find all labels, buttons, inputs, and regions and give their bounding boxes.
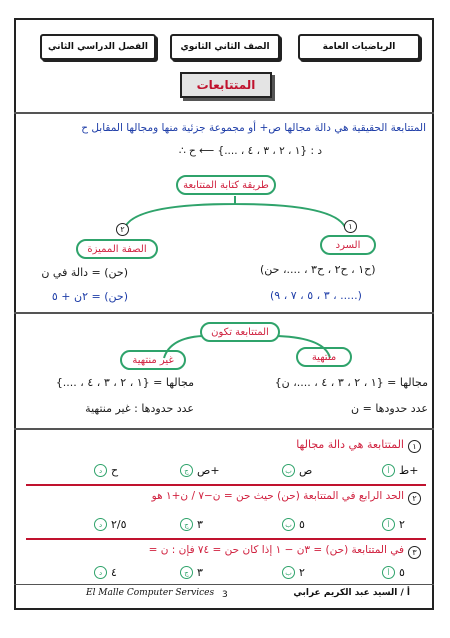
option-value: ٥ <box>299 518 305 531</box>
q3-option-b[interactable] <box>282 566 305 579</box>
question-number-2: ٢ <box>408 492 421 505</box>
finite-domain: مجالها = {١ ، ٢ ، ٣ ، ٤ ، ....، ن} <box>274 376 428 389</box>
option-letter: ب <box>282 464 295 477</box>
q2-option-d[interactable] <box>94 518 127 531</box>
rule-example: (حن) = ٢ن + ٥ <box>51 290 128 303</box>
ways-connector <box>110 192 360 232</box>
definition-line-1 <box>81 122 426 134</box>
finite-label: منتهية <box>296 347 352 367</box>
option-value: ص <box>299 464 313 477</box>
rule-method-label: الصفة المميزة <box>76 239 158 259</box>
option-letter: أ <box>382 566 395 579</box>
q3-option-d[interactable] <box>94 566 117 579</box>
grade-label: الصف الثاني الثانوي <box>180 42 270 52</box>
q1-option-a[interactable] <box>382 464 418 477</box>
option-value: ٢ <box>399 518 405 531</box>
subject-label: الرياضيات العامة <box>322 42 396 52</box>
q2-option-b[interactable] <box>282 518 305 531</box>
page-number: 3 <box>222 590 228 600</box>
option-letter: ج <box>180 518 193 531</box>
finite-terms: عدد حدودها = ن <box>351 402 428 415</box>
option-letter: د <box>94 566 107 579</box>
option-value: ٣ <box>197 566 203 579</box>
semester-label: الفصل الدراسي الثاني <box>48 42 148 52</box>
infinite-label: غير منتهية <box>120 350 186 370</box>
way-number-1: ١ <box>344 220 357 233</box>
option-letter: د <box>94 464 107 477</box>
option-value: ح <box>111 464 119 477</box>
question-number-3: ٣ <box>408 546 421 559</box>
question-divider <box>26 484 426 486</box>
divider <box>14 112 434 114</box>
semester-box <box>40 34 156 60</box>
option-letter: ب <box>282 518 295 531</box>
option-letter: ب <box>282 566 295 579</box>
definition-line-2: ∴ د : {١ ، ٢ ، ٣ ، ٤ ، ....} ⟵ ح <box>178 145 322 157</box>
q1-option-c[interactable] <box>180 464 220 477</box>
way-number-2: ٢ <box>116 223 129 236</box>
q1-option-b[interactable] <box>282 464 312 477</box>
subject-box <box>298 34 420 60</box>
option-value: ط+ <box>399 464 419 477</box>
list-method-label: السرد <box>320 235 376 255</box>
page-frame <box>14 18 434 610</box>
question-text-1: المتتابعة هي دالة مجالها <box>296 438 404 451</box>
infinite-terms: عدد حدودها : غير منتهية <box>85 402 194 415</box>
q2-option-c[interactable] <box>180 518 203 531</box>
q1-option-d[interactable] <box>94 464 118 477</box>
ways-label: طريقة كتابة المتتابعة <box>176 175 276 195</box>
rule-general: (حن) = دالة في ن <box>41 266 128 279</box>
infinite-domain: مجالها = {١ ، ٢ ، ٣ ، ٤ ، ....} <box>55 376 194 389</box>
list-general: (ح١ ، ح٢ ، ح٣ ، ....، حن) <box>260 263 376 276</box>
footer-author: أ / السيد عبد الكريم عرابي <box>293 588 410 598</box>
option-value: ٣ <box>197 518 203 531</box>
divider <box>14 428 434 430</box>
question-text-2: الحد الرابع في المتتابعة (حن) حيث حن = ن−٧ / ن+١ هو <box>151 490 404 502</box>
question-divider <box>26 538 426 540</box>
question-text-3: في المتتابعة (حن) = ٣ن − ١ إذا كان حن = ٧٤ فإن : ن = <box>148 544 404 556</box>
question-number-1: ١ <box>408 440 421 453</box>
option-value: ٢ <box>299 566 305 579</box>
option-letter: د <box>94 518 107 531</box>
option-value: ٤ <box>111 566 117 579</box>
types-label: المتتابعة تكون <box>200 322 280 342</box>
divider <box>14 312 434 314</box>
q2-option-a[interactable] <box>382 518 405 531</box>
q3-option-a[interactable] <box>382 566 405 579</box>
footer-company: El Malle Computer Services <box>86 588 215 598</box>
definition-text: المتتابعة الحقيقية هي دالة مجالها ص+ أو مجموعة جزئية منها ومجالها المقابل ح <box>81 122 426 134</box>
option-value: ص+ <box>197 464 220 477</box>
page-title: المتتابعات <box>180 72 272 98</box>
option-letter: أ <box>382 518 395 531</box>
list-example: (٣ ، ٥ ، ٧ ، ٩ ، .....) <box>270 289 362 302</box>
option-value: ٥ <box>399 566 405 579</box>
grade-box <box>170 34 280 60</box>
option-letter: ج <box>180 566 193 579</box>
option-letter: ج <box>180 464 193 477</box>
option-value: ٢/٥ <box>111 518 127 531</box>
option-letter: أ <box>382 464 395 477</box>
footer-divider <box>14 584 434 585</box>
q3-option-c[interactable] <box>180 566 203 579</box>
